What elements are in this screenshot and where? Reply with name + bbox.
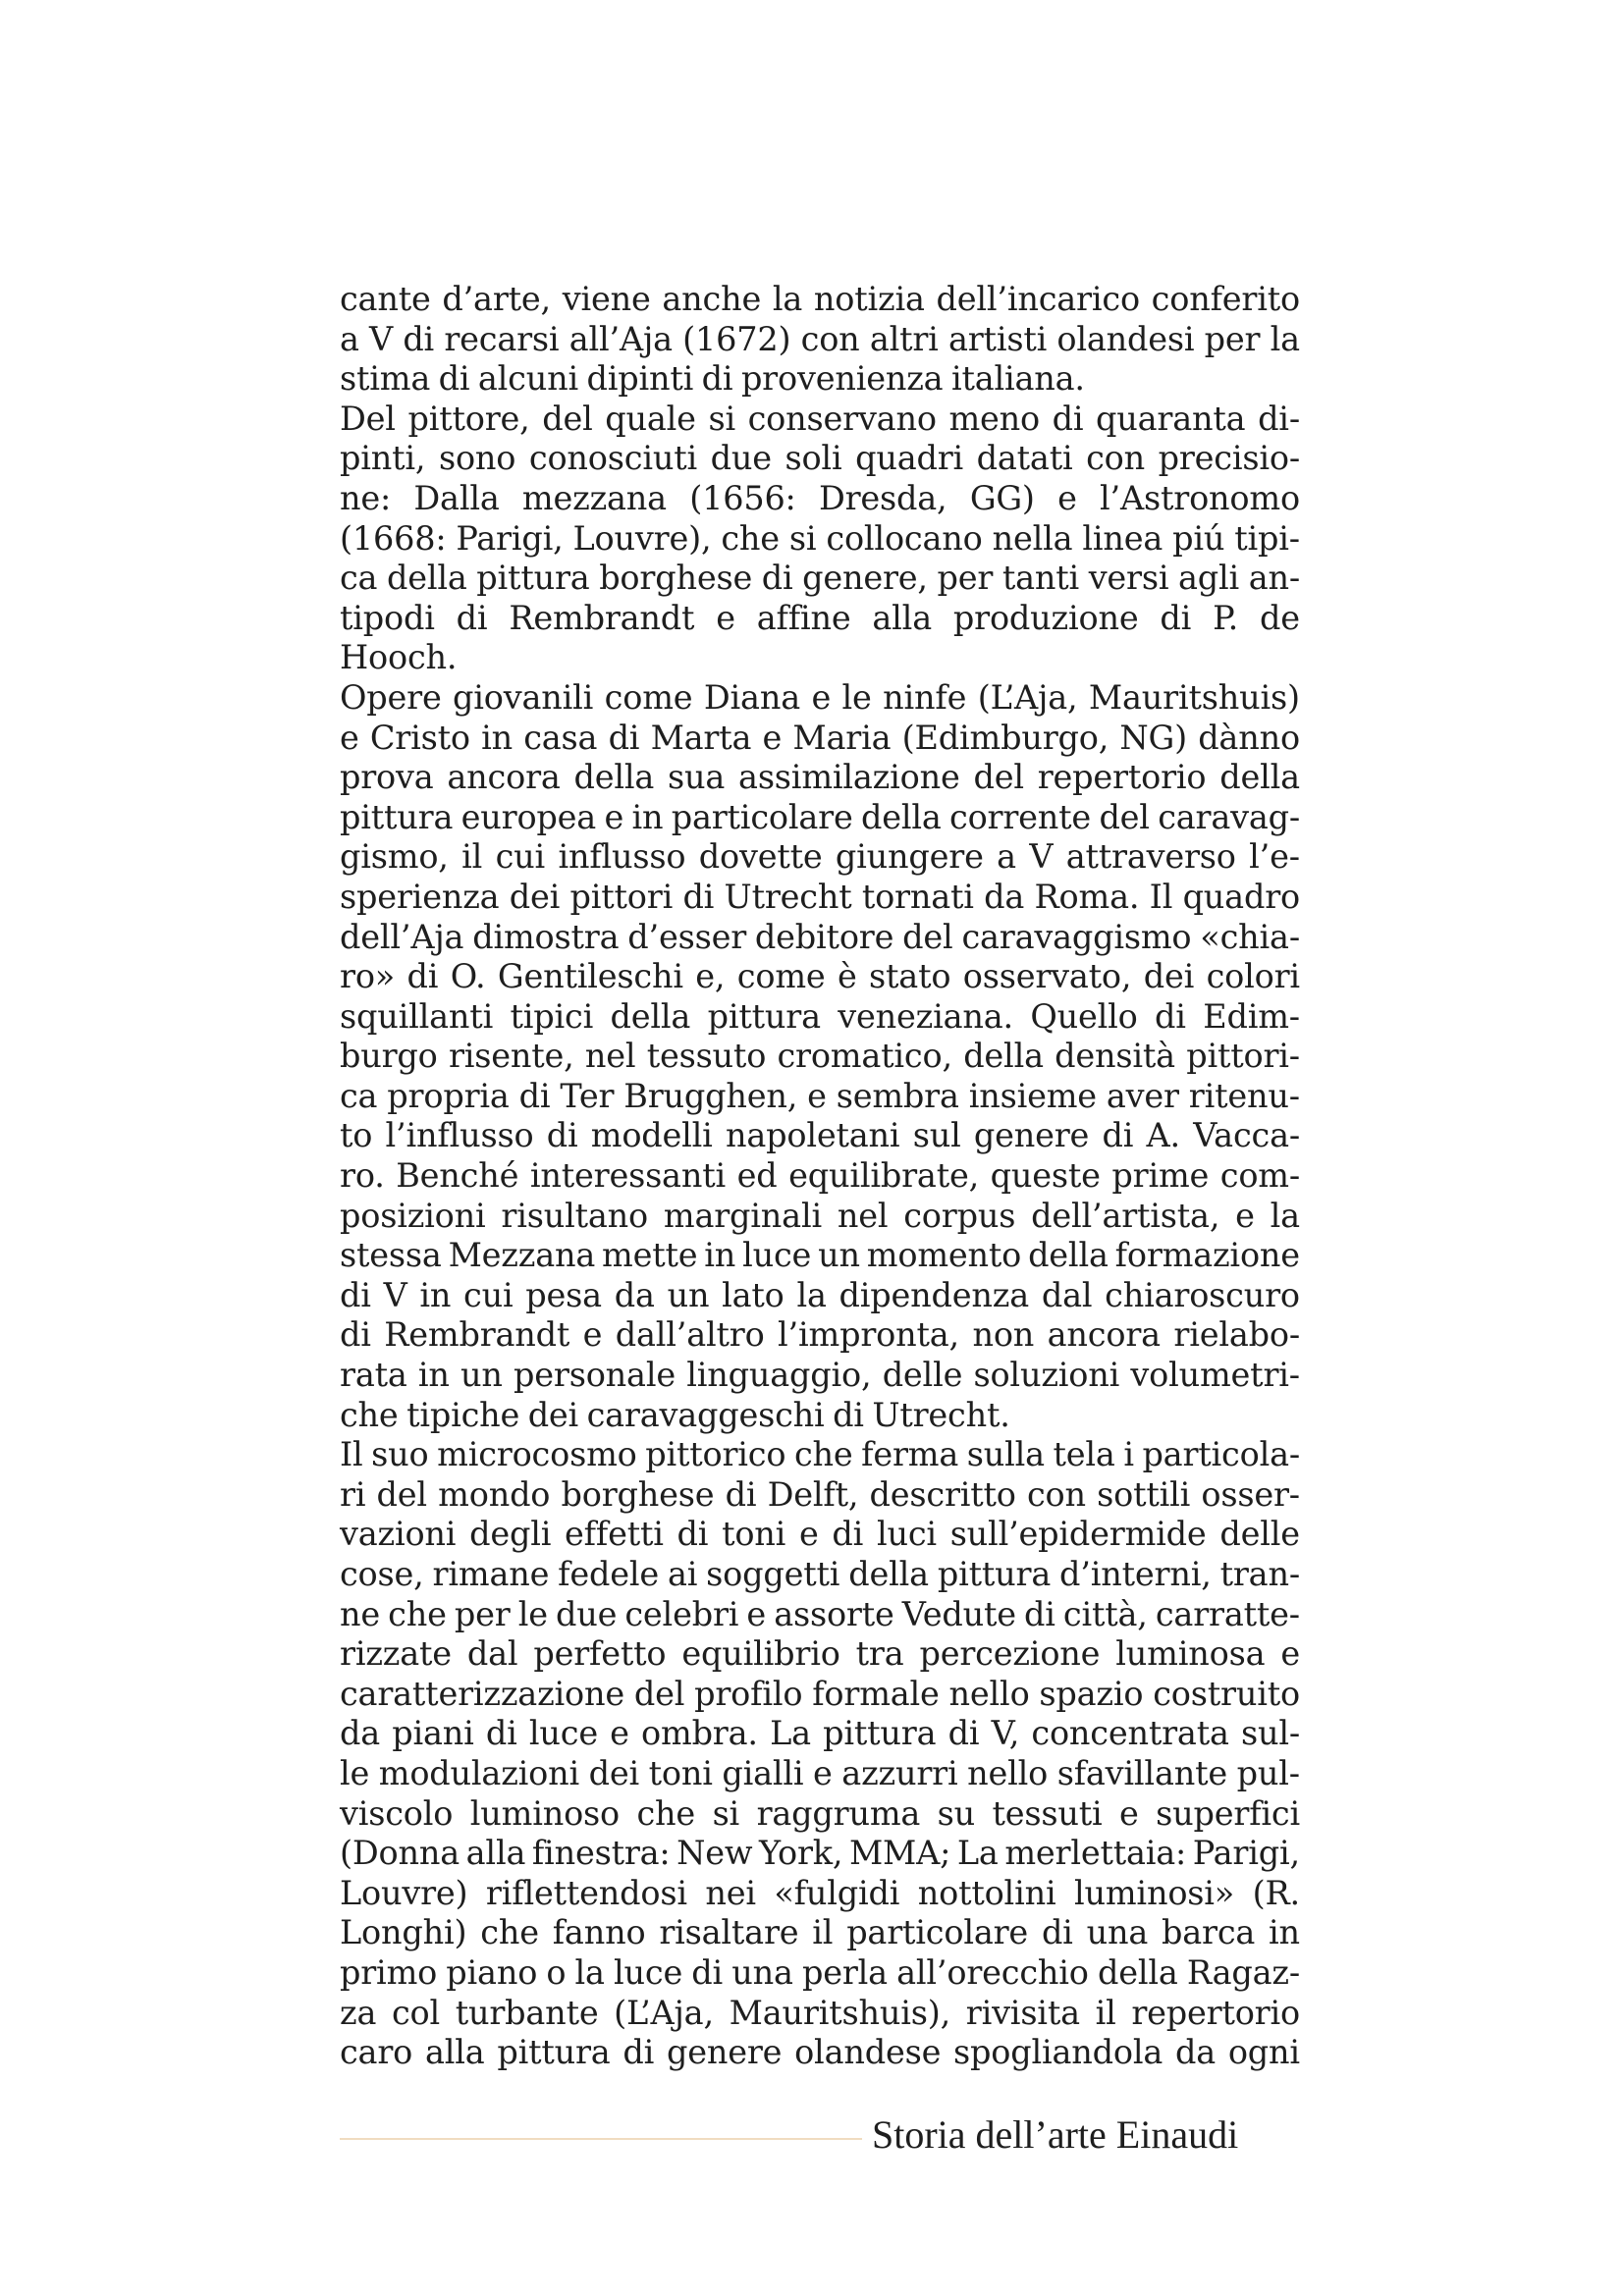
text-line: (Donna alla finestra: New York, MMA; La merlettaia: Parigi, xyxy=(340,1834,1300,1873)
text-line: tipodi di Rembrandt e affine alla produzione di P. de xyxy=(340,598,1300,637)
text-line: cante d’arte, viene anche la notizia dell’incarico conferito xyxy=(340,280,1300,318)
text-line: sperienza dei pittori di Utrecht tornati da Roma. Il quadro xyxy=(340,877,1300,916)
text-line: a V di recarsi all’Aja (1672) con altri artisti olandesi per la xyxy=(340,319,1300,358)
text-line: cose, rimane fedele ai soggetti della pittura d’interni, tran- xyxy=(340,1555,1300,1593)
footer-rule xyxy=(340,2138,862,2140)
text-line: che tipiche dei caravaggeschi di Utrecht. xyxy=(340,1395,1010,1434)
text-line: ro. Benché interessanti ed equilibrate, queste prime com- xyxy=(340,1156,1300,1196)
text-line: vazioni degli effetti di toni e di luci sull’epidermide delle xyxy=(340,1515,1300,1554)
text-line: ne: Dalla mezzana (1656: Dresda, GG) e l’Astronomo xyxy=(340,478,1300,517)
text-line: ca della pittura borghese di genere, per tanti versi agli an- xyxy=(340,559,1300,598)
text-line: Hooch. xyxy=(340,638,458,677)
text-line: Longhi) che fanno risaltare il particolare di una barca in xyxy=(340,1913,1300,1952)
text-line: to l’influsso di modelli napoletani sul genere di A. Vacca- xyxy=(340,1116,1300,1155)
text-line: pittura europea e in particolare della corrente del caravag- xyxy=(340,797,1300,836)
text-line: squillanti tipici della pittura veneziana. Quello di Edim- xyxy=(340,996,1300,1036)
text-line: burgo risente, nel tessuto cromatico, della densità pittori- xyxy=(340,1037,1300,1076)
text-line: di Rembrandt e dall’altro l’impronta, non ancora rielabo- xyxy=(340,1315,1300,1355)
text-line: Louvre) riflettendosi nei «fulgidi nottolini luminosi» (R. xyxy=(340,1873,1300,1912)
body-text xyxy=(340,280,1300,2073)
text-line: (1668: Parigi, Louvre), che si collocano nella linea piú tipi- xyxy=(340,518,1300,558)
text-line: gismo, il cui influsso dovette giungere a V attraverso l’e- xyxy=(340,837,1300,877)
text-line: caratterizzazione del profilo formale nello spazio costruito xyxy=(340,1674,1300,1713)
text-line: stima di alcuni dipinti di provenienza italiana. xyxy=(340,359,1085,399)
text-line: za col turbante (L’Aja, Mauritshuis), rivisita il repertorio xyxy=(340,1993,1300,2032)
text-line: caro alla pittura di genere olandese spogliandola da ogni xyxy=(340,2033,1300,2072)
text-line: ne che per le due celebri e assorte Vedute di città, carratte- xyxy=(340,1594,1300,1633)
text-line: stessa Mezzana mette in luce un momento della formazione xyxy=(340,1236,1300,1275)
text-line: le modulazioni dei toni gialli e azzurri nello sfavillante pul- xyxy=(340,1753,1300,1792)
text-line: rata in un personale linguaggio, delle soluzioni volumetri- xyxy=(340,1356,1300,1395)
text-line: rizzate dal perfetto equilibrio tra percezione luminosa e xyxy=(340,1634,1300,1674)
text-line: pinti, sono conosciuti due soli quadri datati con precisio- xyxy=(340,439,1300,478)
text-line: da piani di luce e ombra. La pittura di V, concentrata sul- xyxy=(340,1714,1300,1753)
text-line: Il suo microcosmo pittorico che ferma sulla tela i particola- xyxy=(340,1435,1300,1474)
text-line: Del pittore, del quale si conservano meno di quaranta di- xyxy=(340,399,1300,438)
text-line: posizioni risultano marginali nel corpus dell’artista, e la xyxy=(340,1196,1300,1235)
text-line: prova ancora della sua assimilazione del repertorio della xyxy=(340,758,1300,797)
footer-title: Storia dell’arte Einaudi xyxy=(872,2112,1239,2157)
text-line: primo piano o la luce di una perla all’orecchio della Ragaz- xyxy=(340,1952,1300,1992)
text-line: di V in cui pesa da un lato la dipendenza dal chiaroscuro xyxy=(340,1275,1300,1314)
text-line: dell’Aja dimostra d’esser debitore del caravaggismo «chia- xyxy=(340,917,1300,956)
text-line: ca propria di Ter Brugghen, e sembra insieme aver ritenu- xyxy=(340,1076,1300,1115)
text-line: ri del mondo borghese di Delft, descritto con sottili osser- xyxy=(340,1474,1300,1514)
text-line: Opere giovanili come Diana e le ninfe (L’Aja, Mauritshuis) xyxy=(340,677,1300,717)
text-line: viscolo luminoso che si raggruma su tessuti e superfici xyxy=(340,1793,1300,1833)
text-line: ro» di O. Gentileschi e, come è stato osservato, dei colori xyxy=(340,957,1300,996)
text-line: e Cristo in casa di Marta e Maria (Edimburgo, NG) dànno xyxy=(340,718,1300,757)
